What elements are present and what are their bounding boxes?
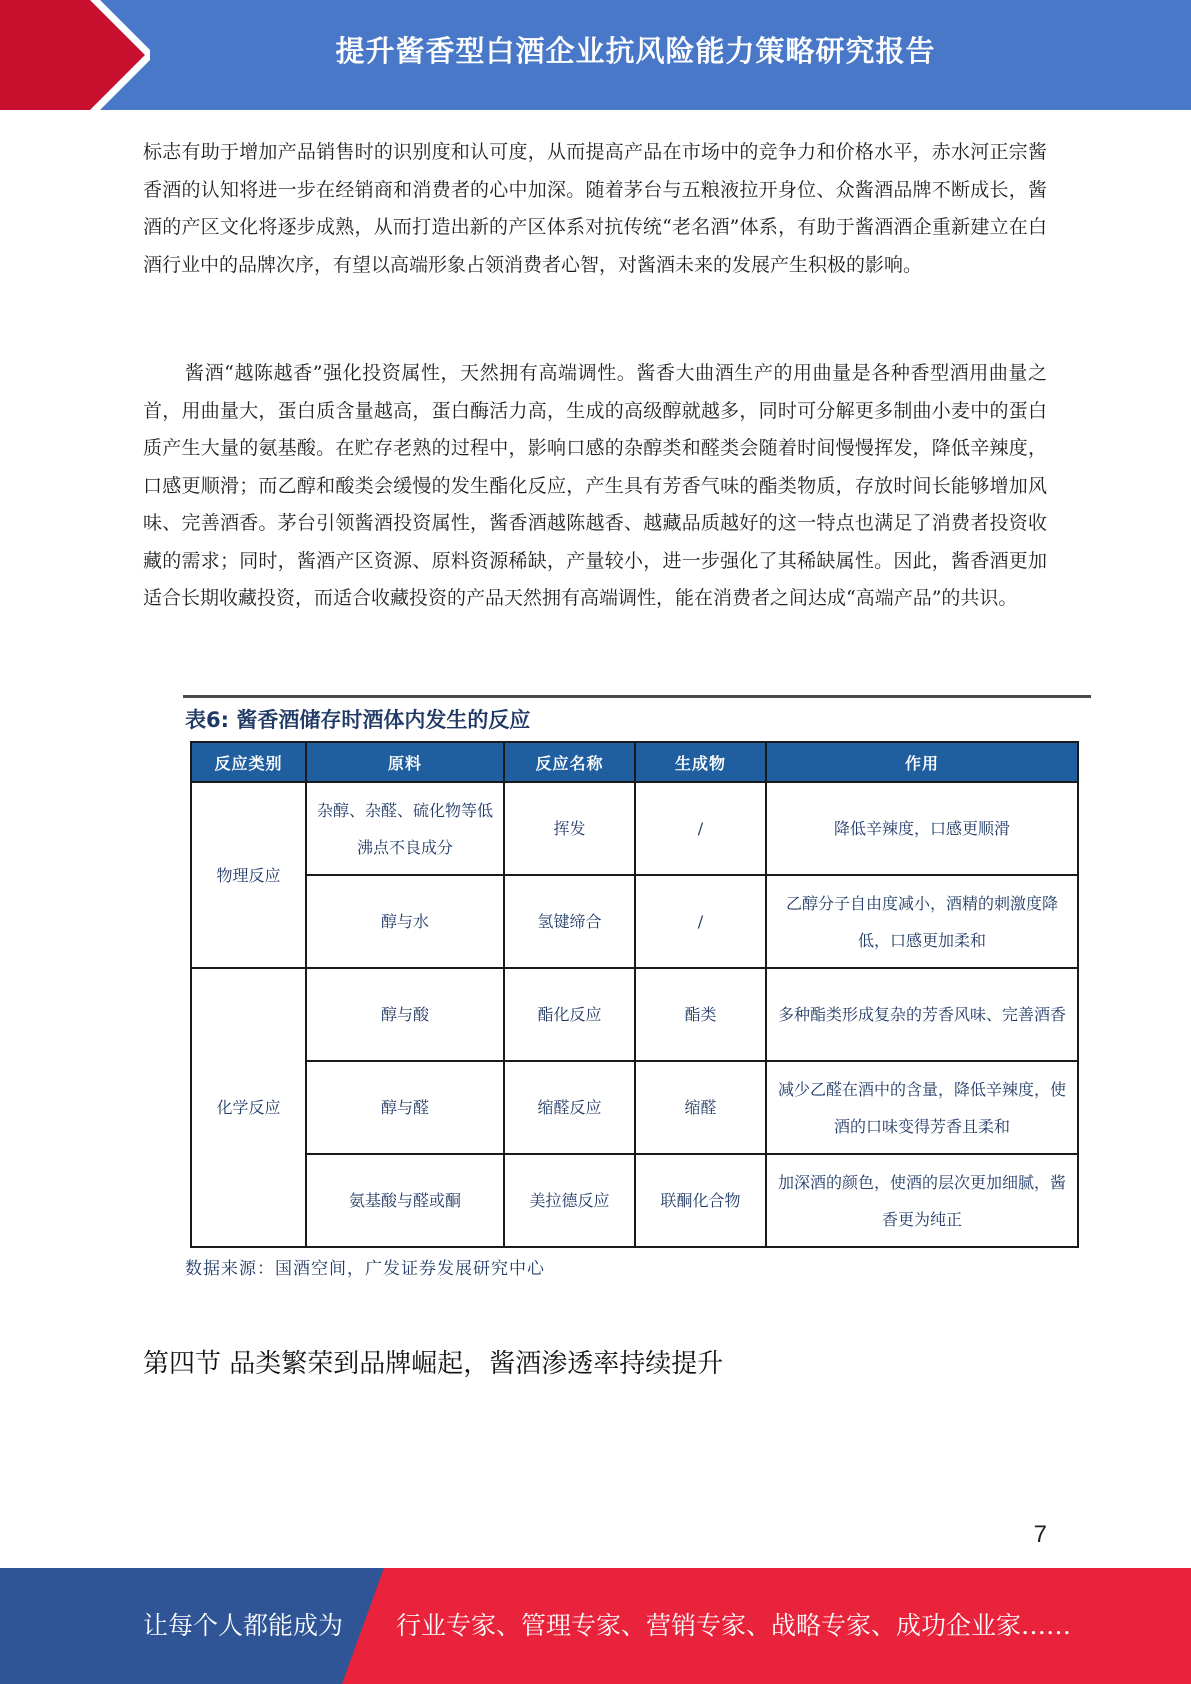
table-top-rule bbox=[183, 695, 1091, 698]
product-cell: 缩醛 bbox=[635, 1061, 766, 1154]
paragraph-1: 标志有助于增加产品销售时的识别度和认可度，从而提高产品在市场中的竞争力和价格水平，赤水河正宗酱香酒的认知将进一步在经销商和消费者的心中加深。随着茅台与五粮液拉开身位、众酱酒品牌不断成长，酱酒的产区文化将逐步成熟，从而打造出新的产区体系对抗传统“老名酒”体系，有助于酱酒酒企重新建立在白酒行业中的品牌次序，有望以高端形象占领消费者心智，对酱酒未来的发展产生积极的影响。 bbox=[143, 141, 1047, 276]
reaction-cell: 美拉德反应 bbox=[504, 1154, 635, 1247]
category-cell: 物理反应 bbox=[191, 782, 306, 968]
product-cell: 联酮化合物 bbox=[635, 1154, 766, 1247]
header-cell: 反应类别 bbox=[191, 742, 306, 782]
reaction-table bbox=[190, 741, 1079, 1248]
effect-cell: 减少乙醛在酒中的含量，降低辛辣度，使酒的口味变得芳香且柔和 bbox=[766, 1061, 1078, 1154]
header-cell: 生成物 bbox=[635, 742, 766, 782]
material-cell: 氨基酸与醛或酮 bbox=[306, 1154, 504, 1247]
table-header-row bbox=[191, 742, 1078, 782]
material-cell: 醇与醛 bbox=[306, 1061, 504, 1154]
material-cell: 醇与水 bbox=[306, 875, 504, 968]
header-red-chevron bbox=[0, 0, 150, 110]
page-header bbox=[0, 0, 1191, 110]
page-number: 7 bbox=[1033, 1521, 1047, 1548]
page-footer bbox=[0, 1568, 1191, 1684]
footer-slogan-right: 行业专家、管理专家、营销专家、战略专家、成功企业家…… bbox=[396, 1611, 1072, 1640]
table-row bbox=[191, 1154, 1078, 1247]
header-cell: 反应名称 bbox=[504, 742, 635, 782]
reaction-cell: 挥发 bbox=[504, 782, 635, 875]
table-title: 表6: 酱香酒储存时酒体内发生的反应 bbox=[185, 708, 531, 732]
section-heading: 第四节 品类繁荣到品牌崛起，酱酒渗透率持续提升 bbox=[143, 1349, 724, 1379]
product-cell: / bbox=[635, 875, 766, 968]
material-cell: 醇与酸 bbox=[306, 968, 504, 1061]
table-row bbox=[191, 875, 1078, 968]
header-cell: 作用 bbox=[766, 742, 1078, 782]
category-cell: 化学反应 bbox=[191, 968, 306, 1247]
effect-cell: 加深酒的颜色，使酒的层次更加细腻，酱香更为纯正 bbox=[766, 1154, 1078, 1247]
effect-cell: 乙醇分子自由度减小，酒精的刺激度降低，口感更加柔和 bbox=[766, 875, 1078, 968]
effect-cell: 降低辛辣度，口感更顺滑 bbox=[766, 782, 1078, 875]
reaction-cell: 缩醛反应 bbox=[504, 1061, 635, 1154]
report-title: 提升酱香型白酒企业抗风险能力策略研究报告 bbox=[335, 34, 936, 68]
product-cell: 酯类 bbox=[635, 968, 766, 1061]
table-row bbox=[191, 782, 1078, 875]
footer-slogan-left: 让每个人都能成为 bbox=[143, 1611, 344, 1640]
header-cell: 原料 bbox=[306, 742, 504, 782]
reaction-cell: 氢键缔合 bbox=[504, 875, 635, 968]
paragraph-2: 酱酒“越陈越香”强化投资属性，天然拥有高端调性。酱香大曲酒生产的用曲量是各种香型酒用曲量之首，用曲量大，蛋白质含量越高，蛋白酶活力高，生成的高级醇就越多，同时可分解更多制曲小麦中的蛋白质产生大量的氨基酸。在贮存老熟的过程中，影响口感的杂醇类和醛类会随着时间慢慢挥发，降低辛辣度，口感更顺滑；而乙醇和酸类会缓慢的发生酯化反应，产生具有芳香气味的酯类物质，存放时间长能够增加风味、完善酒香。茅台引领酱酒投资属性，酱香酒越陈越香、越藏品质越好的这一特点也满足了消费者投资收藏的需求；同时，酱酒产区资源、原料资源稀缺，产量较小，进一步强化了其稀缺属性。因此，酱香酒更加适合长期收藏投资，而适合收藏投资的产品天然拥有高端调性，能在消费者之间达成“高端产品”的共识。 bbox=[143, 362, 1047, 609]
effect-cell: 多种酯类形成复杂的芳香风味、完善酒香 bbox=[766, 968, 1078, 1061]
table-source-note: 数据来源：国酒空间，广发证券发展研究中心 bbox=[185, 1259, 545, 1279]
reaction-cell: 酯化反应 bbox=[504, 968, 635, 1061]
table-row bbox=[191, 1061, 1078, 1154]
table-row bbox=[191, 968, 1078, 1061]
material-cell: 杂醇、杂醛、硫化物等低沸点不良成分 bbox=[306, 782, 504, 875]
product-cell: / bbox=[635, 782, 766, 875]
